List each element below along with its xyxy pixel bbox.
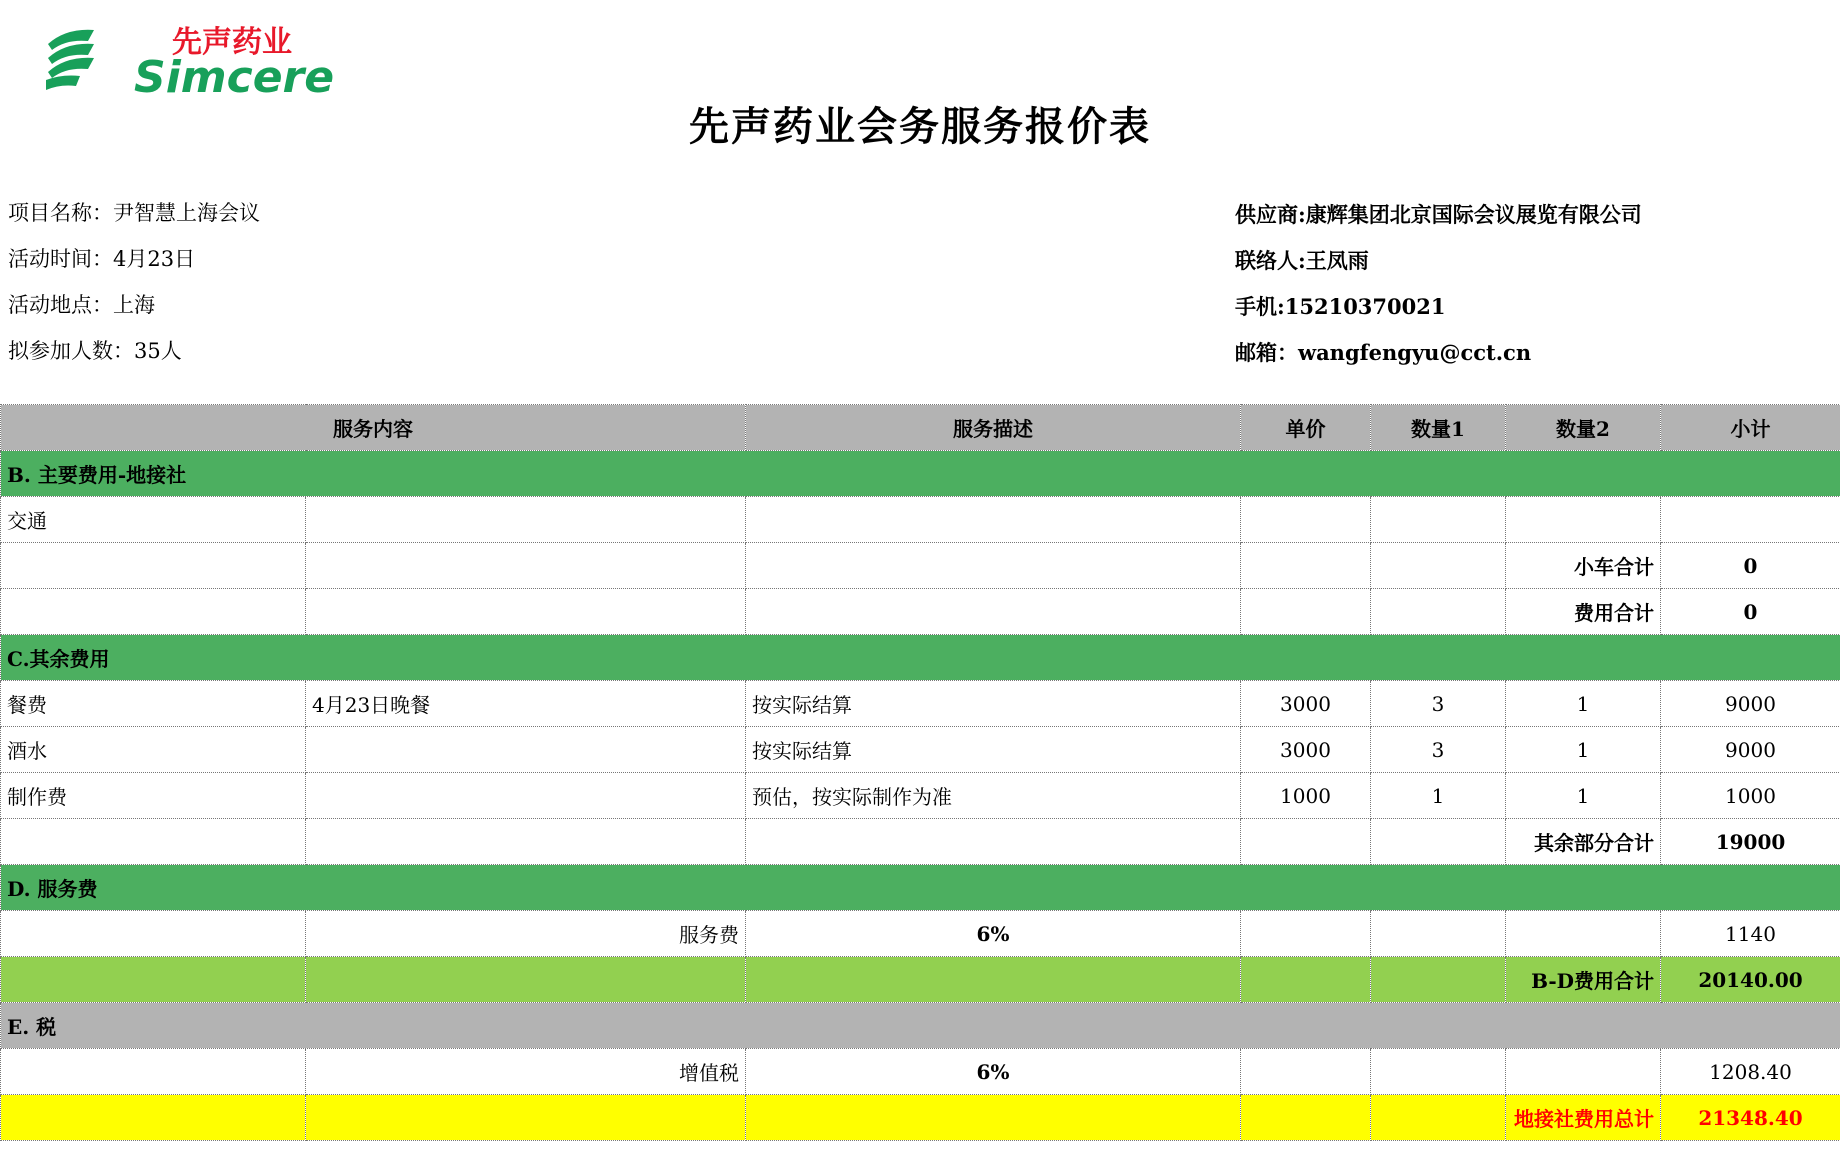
total-value: 0 xyxy=(1661,589,1840,635)
meta-attendees: 拟参加人数：35人 xyxy=(8,339,182,363)
section-header-e xyxy=(1,1003,1840,1049)
table-row-rate xyxy=(1,911,1840,957)
col-header-qty1: 数量1 xyxy=(1371,405,1506,451)
svg-text:先声药业: 先声药业 xyxy=(172,25,292,60)
table-row-total xyxy=(1,543,1840,589)
row-price: 3000 xyxy=(1241,681,1371,727)
col-header-qty2: 数量2 xyxy=(1506,405,1661,451)
row-name: 酒水 xyxy=(1,727,306,773)
quotation-table xyxy=(0,404,1840,1141)
row-qty1 xyxy=(1371,497,1506,543)
row-desc: 预估，按实际制作为准 xyxy=(746,773,1241,819)
row-qty2: 1 xyxy=(1506,773,1661,819)
table-row-total xyxy=(1,589,1840,635)
row-qty2 xyxy=(1506,497,1661,543)
row-name: 交通 xyxy=(1,497,306,543)
row-detail xyxy=(306,497,746,543)
meta-project-name: 项目名称：尹智慧上海会议 xyxy=(8,201,260,225)
table-row-rate xyxy=(1,1049,1840,1095)
final-total-value: 21348.40 xyxy=(1661,1095,1840,1141)
table-row-final-total xyxy=(1,1095,1840,1141)
row-detail xyxy=(306,727,746,773)
row-qty1: 3 xyxy=(1371,681,1506,727)
row-detail: 4月23日晚餐 xyxy=(306,681,746,727)
col-header-service-content: 服务内容 xyxy=(1,405,746,451)
row-price: 3000 xyxy=(1241,727,1371,773)
table-header-row xyxy=(1,405,1840,451)
section-title-c: C.其余费用 xyxy=(1,635,1840,681)
rate-label: 服务费 xyxy=(306,911,746,957)
meta-event-date: 活动时间：4月23日 xyxy=(8,247,196,271)
svg-text:Simcere: Simcere xyxy=(134,52,335,98)
rate-value: 6% xyxy=(746,1049,1241,1095)
meta-supplier: 供应商:康辉集团北京国际会议展览有限公司 xyxy=(1235,202,1642,227)
simcere-logo xyxy=(42,18,402,98)
supplier-meta-right xyxy=(1235,192,1642,376)
page-title: 先声药业会务服务报价表 xyxy=(689,103,1151,150)
row-desc: 按实际结算 xyxy=(746,727,1241,773)
row-qty2: 1 xyxy=(1506,727,1661,773)
meta-event-location: 活动地点：上海 xyxy=(8,293,155,317)
rate-label: 增值税 xyxy=(306,1049,746,1095)
row-subtotal: 1000 xyxy=(1661,773,1840,819)
row-subtotal xyxy=(1661,497,1840,543)
col-header-unit-price: 单价 xyxy=(1241,405,1371,451)
meta-email: 邮箱：wangfengyu@cct.cn xyxy=(1235,340,1532,365)
section-header-d xyxy=(1,865,1840,911)
row-price xyxy=(1241,497,1371,543)
table-row xyxy=(1,773,1840,819)
row-subtotal: 9000 xyxy=(1661,727,1840,773)
total-value: 19000 xyxy=(1661,819,1840,865)
col-header-subtotal: 小计 xyxy=(1661,405,1840,451)
table-row xyxy=(1,727,1840,773)
row-qty2: 1 xyxy=(1506,681,1661,727)
section-title-b: B. 主要费用-地接社 xyxy=(1,451,1840,497)
section-title-d: D. 服务费 xyxy=(1,865,1840,911)
rate-value: 6% xyxy=(746,911,1241,957)
row-desc: 按实际结算 xyxy=(746,681,1241,727)
section-header-c xyxy=(1,635,1840,681)
row-name: 制作费 xyxy=(1,773,306,819)
document-header xyxy=(0,0,1840,400)
row-price: 1000 xyxy=(1241,773,1371,819)
meta-phone: 手机:15210370021 xyxy=(1235,294,1446,319)
rate-amount: 1140 xyxy=(1661,911,1840,957)
row-qty1: 3 xyxy=(1371,727,1506,773)
rate-amount: 1208.40 xyxy=(1661,1049,1840,1095)
meta-contact: 联络人:王凤雨 xyxy=(1235,248,1369,273)
grand-total-value: 20140.00 xyxy=(1661,957,1840,1003)
row-desc xyxy=(746,497,1241,543)
section-header-b xyxy=(1,451,1840,497)
row-detail xyxy=(306,773,746,819)
total-label: 其余部分合计 xyxy=(1506,819,1661,865)
table-row-grand-total-bd xyxy=(1,957,1840,1003)
total-label: 费用合计 xyxy=(1506,589,1661,635)
section-title-e: E. 税 xyxy=(1,1003,1840,1049)
table-row xyxy=(1,681,1840,727)
row-subtotal: 9000 xyxy=(1661,681,1840,727)
final-total-label: 地接社费用总计 xyxy=(1506,1095,1661,1141)
project-meta-left xyxy=(8,190,260,374)
total-label: 小车合计 xyxy=(1506,543,1661,589)
table-row-total xyxy=(1,819,1840,865)
col-header-service-desc: 服务描述 xyxy=(746,405,1241,451)
total-value: 0 xyxy=(1661,543,1840,589)
grand-total-label: B-D费用合计 xyxy=(1506,957,1661,1003)
row-name: 餐费 xyxy=(1,681,306,727)
row-qty1: 1 xyxy=(1371,773,1506,819)
table-row xyxy=(1,497,1840,543)
